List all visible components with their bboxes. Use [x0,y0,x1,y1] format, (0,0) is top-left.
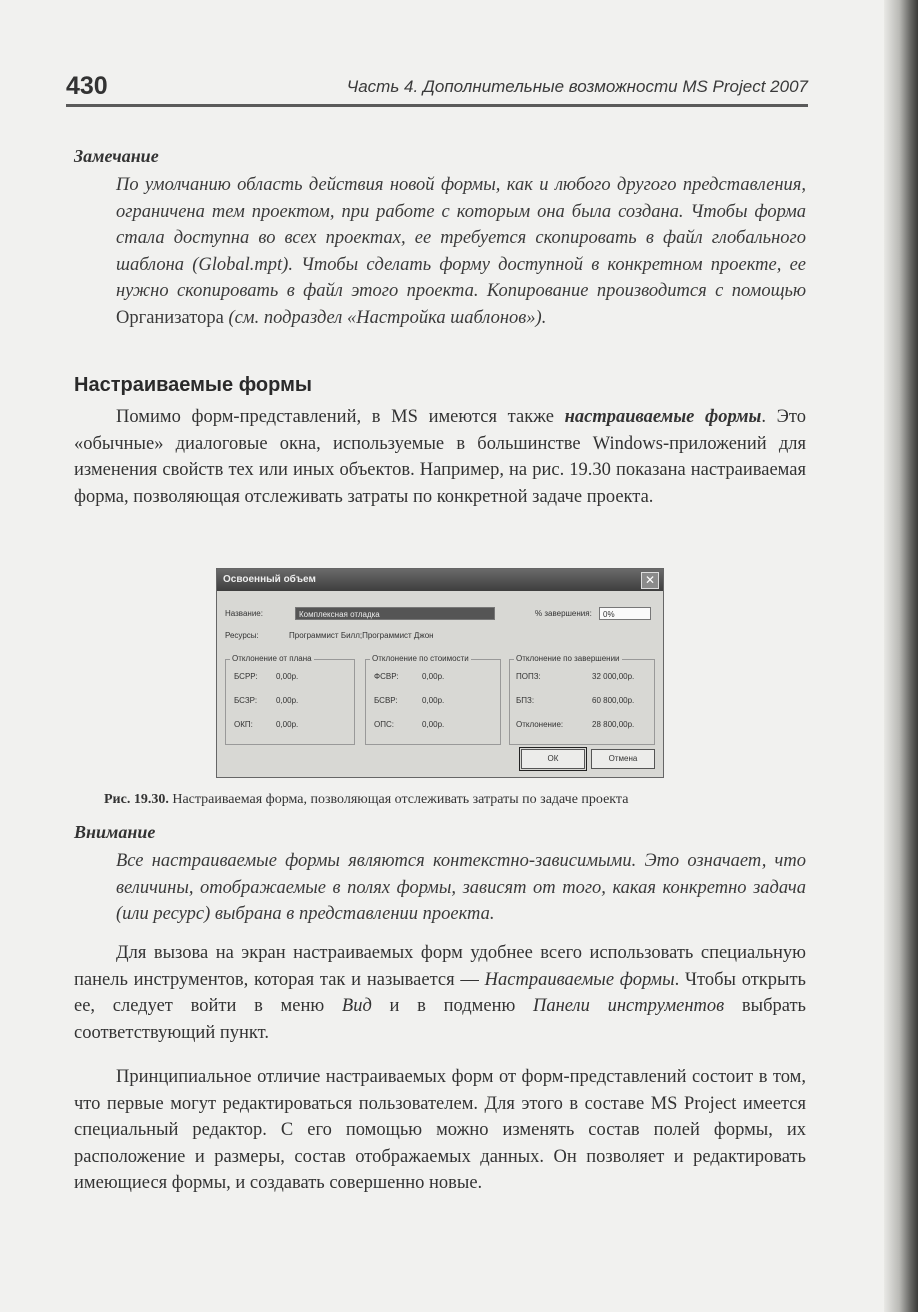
paragraph-1-text-b: . Это «обычные» диалоговые окна, используемые в большинстве Windows-приложений для изменения свойств тех или иных объектов. Например, на рис. 19.30 показана настраиваемая форма, позволяющая отслеживать затраты по конкретной задаче проекта. [74,407,806,507]
cost-variance-group [365,654,501,745]
field-label: БСРР: [234,672,258,681]
note-text-part2: (см. подраздел «Настройка шаблонов»). [223,307,547,328]
dialog-title: Освоенный объем [223,574,316,585]
ok-button[interactable]: ОК [521,749,585,769]
field-label: БСЗР: [234,696,258,705]
submenu-toolbars: Панели инструментов [533,996,725,1016]
field-label: ОКП: [234,720,253,729]
caption-label: Рис. 19.30. [104,792,169,807]
field-value: 0,00р. [276,720,299,729]
toolbar-name: Настраиваемые формы [484,969,675,990]
field-label: ОПС: [374,720,394,729]
field-value: 0,00р. [422,720,445,729]
paragraph-1 [74,404,806,510]
schedule-variance-group [225,654,355,745]
note-text-organizer: Организатора [116,307,224,328]
cancel-button[interactable]: Отмена [591,749,655,769]
group-title: Отклонение от плана [232,654,312,663]
resources-label: Ресурсы: [225,631,259,640]
group-title: Отклонение по стоимости [372,654,469,663]
attention-heading: Внимание [74,822,156,842]
paragraph-2-text-a: Для вызова на экран настраиваемых форм удобнее всего использовать специальную панель инструментов, которая так и называется — [74,943,806,990]
note-text [116,172,806,331]
section-heading: Настраиваемые формы [74,374,312,396]
close-icon[interactable]: ✕ [641,572,659,589]
field-label: БСВР: [374,696,398,705]
dialog-titlebar [217,569,663,591]
paragraph-2-text-b: . Чтобы открыть ее, следует войти в меню [74,969,806,1016]
field-label: БПЗ: [516,696,535,705]
caption-text: Настраиваемая форма, позволяющая отслеживать затраты по задаче проекта [172,792,629,807]
attention-text: Все настраиваемые формы являются контекстно-зависимыми. Это означает, что величины, отображаемые в полях формы, зависят от того, какая конкретно задача (или ресурс) выбрана в представлении проекта. [116,851,806,924]
field-value: 0,00р. [276,696,299,705]
paragraph-2-text-c: и в подменю [371,996,534,1016]
earned-value-dialog [216,568,664,778]
field-value: 0,00р. [276,672,299,681]
running-head: Часть 4. Дополнительные возможности MS Project 2007 [346,77,808,96]
note-heading: Замечание [74,146,159,166]
percent-complete-label: % завершения: [535,609,592,618]
note-text-part1: По умолчанию область действия новой формы, как и любого другого представления, ограничена тем проектом, при работе с которым она была создана. Чтобы форма стала доступна во всех проектах, ее требуется скопировать в файл глобального шаблона (Global.mpt). Чтобы сделать форму доступной в конкретном проекте, ее нужно скопировать в файл этого проекта. Копирование производится с помощью [116,175,806,301]
paragraph-3: Принципиальное отличие настраиваемых форм от форм-представлений состоит в том, что первые могут редактироваться пользователем. Для этого в составе MS Project имеется специальный редактор. С его помощью можно изменять состав полей формы, их расположение и размеры, состав отображаемых данных. Он позволяет и редактировать имеющиеся формы, и создавать совершенно новые. [74,1067,806,1193]
percent-complete-field[interactable]: 0% [599,607,651,620]
resources-value: Программист Билл;Программист Джон [289,631,434,640]
name-field[interactable]: Комплексная отладка [295,607,495,620]
menu-view: Вид [341,996,372,1016]
paragraph-1-text-a: Помимо форм-представлений, в MS имеются также [116,407,565,427]
group-title: Отклонение по завершении [516,654,620,663]
header-rule [66,104,808,107]
field-value: 28 800,00р. [592,720,635,729]
field-label: ФСВР: [374,672,399,681]
page-number: 430 [66,72,108,100]
paragraph-1-term: настраиваемые формы [564,407,762,427]
field-value: 0,00р. [422,696,445,705]
paragraph-2 [74,940,806,1046]
completion-variance-group [509,654,655,745]
field-label: ПОПЗ: [516,672,541,681]
figure-caption [104,792,824,808]
name-label: Название: [225,609,263,618]
field-value: 60 800,00р. [592,696,635,705]
field-value: 0,00р. [422,672,445,681]
paragraph-2-text-d: выбрать соответствующий пункт. [74,996,806,1043]
field-label: Отклонение: [516,720,564,729]
page-header [66,72,808,108]
field-value: 32 000,00р. [592,672,635,681]
book-spine-shadow [884,0,918,1312]
